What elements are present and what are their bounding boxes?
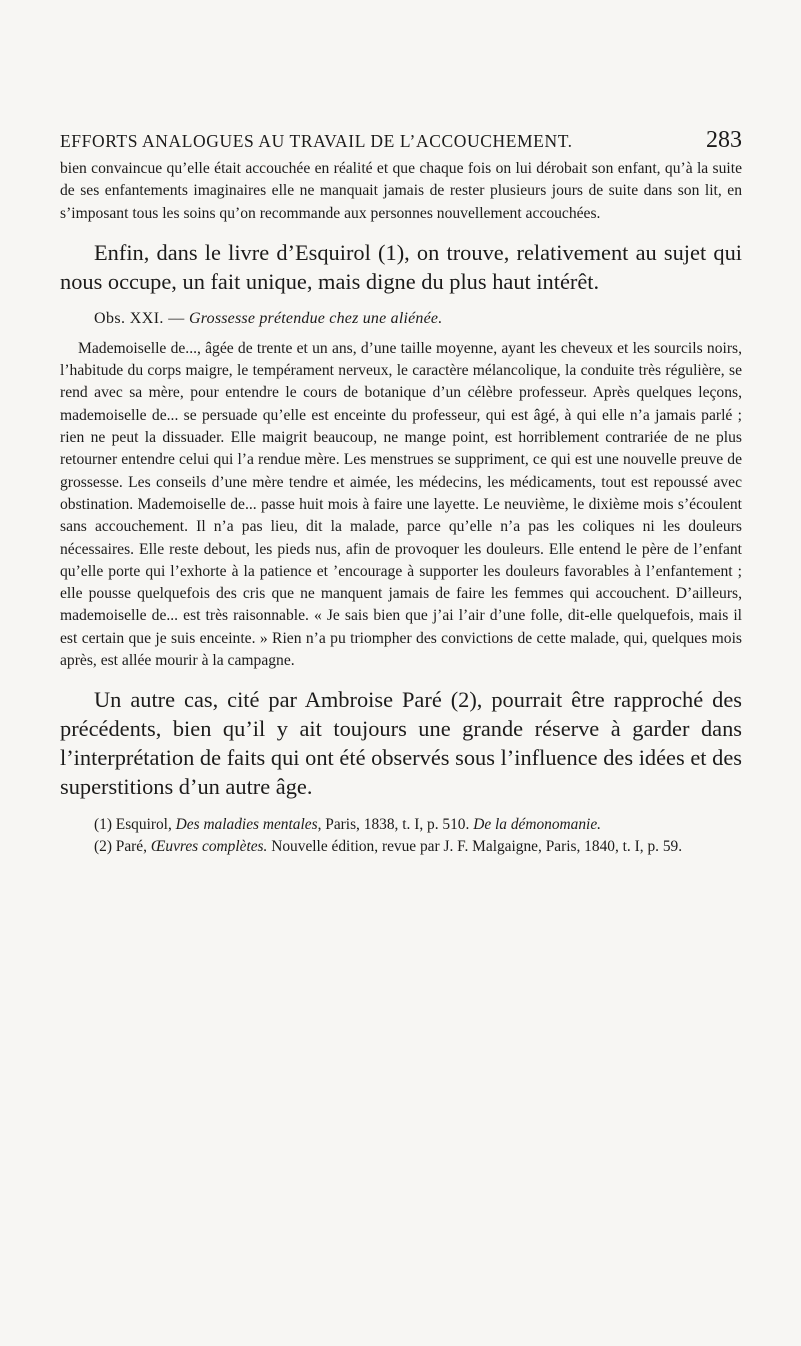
paragraph-esquirol: Enfin, dans le livre d’Esquirol (1), on trouve, relativement au sujet qui nous occupe, un fait unique, mais digne du plus haut intérêt. [60, 239, 742, 294]
running-title: EFFORTS ANALOGUES AU TRAVAIL DE L’ACCOUCHEMENT. [60, 131, 573, 151]
running-head [60, 128, 742, 152]
footnote-1-details: , Paris, 1838, t. I, p. 510. [317, 816, 470, 834]
footnote-1-author: (1) Esquirol, [94, 816, 172, 834]
observation-heading [60, 310, 742, 328]
footnote-2-details: Nouvelle édition, revue par J. F. Malgaigne, Paris, 1840, t. I, p. 59. [271, 838, 683, 856]
observation-title: Grossesse prétendue chez une aliénée. [189, 309, 443, 327]
footnote-2-title: Œuvres complètes. [150, 838, 268, 856]
footnote-2 [60, 836, 742, 858]
footnote-1-title: Des maladies mentales [175, 816, 318, 834]
page-number: 283 [706, 127, 742, 153]
paragraph-pare: Un autre cas, cité par Ambroise Paré (2), pourrait être rapproché des précédents, bien qu’il y ait toujours une grande réserve à garder dans l’interprétation de faits qui ont été observés sous l’influence des idées et des superstitions d’un autre âge. [60, 687, 742, 800]
footnote-1 [60, 814, 742, 836]
footnote-2-author: (2) Paré, [94, 838, 147, 856]
footnotes [60, 814, 742, 858]
book-page [60, 128, 742, 858]
footnote-1-work: De la démonomanie. [473, 816, 602, 834]
observation-text: Mademoiselle de..., âgée de trente et un ans, d’une taille moyenne, ayant les cheveux et les sourcils noirs, l’habitude du corps maigre, le tempérament nerveux, le caractère mélancolique, la conduite très régulière, se rend avec sa mère, pour entendre le cours de botanique d’un célèbre professeur. Après quelques leçons, mademoiselle de... se persuade qu’elle est enceinte du professeur, qui est âgé, à qui elle n’a jamais parlé ; rien ne peut la dissuader. Elle maigrit beaucoup, ne mange point, est horriblement contrariée de ne plus retourner entendre celui qui l’a rendue mère. Les menstrues se suppriment, ce qui est une nouvelle preuve de grossesse. Les conseils d’une mère tendre et aimée, les médecins, les médicaments, tout est repoussé avec obstination. Mademoiselle de... passe huit mois à faire une layette. Le neuvième, le dixième mois s’écoulent sans accouchement. Il n’a pas lieu, dit la malade, parce qu’elle n’a pas les coliques ni les douleurs nécessaires. Elle reste debout, les pieds nus, afin de provoquer les douleurs. Elle entend le père de l’enfant qu’elle porte qui l’exhorte à la patience et ’encourage à supporter les douleurs favorables à l’enfantement ; elle pousse quelquefois des cris que ne manquent jamais de faire les femmes qui accouchent. D’ailleurs, mademoiselle de... est très raisonnable. « Je sais bien que j’ai l’air d’une folle, dit-elle quelquefois, mais il est certain que je suis enceinte. » Rien n’a pu triompher des convictions de cette malade, qui, quelques mois après, est allée mourir à la campagne. [60, 339, 742, 670]
paragraph-continuation: bien convaincue qu’elle était accouchée en réalité et que chaque fois on lui dérobait son enfant, qu’à la suite de ses enfantements imaginaires elle ne manquait jamais de rester plusieurs jours de suite dans son lit, en s’imposant tous les soins qu’on recommande aux personnes nouvellement accouchées. [60, 160, 742, 222]
observation-label: Obs. XXI. — [94, 309, 185, 327]
